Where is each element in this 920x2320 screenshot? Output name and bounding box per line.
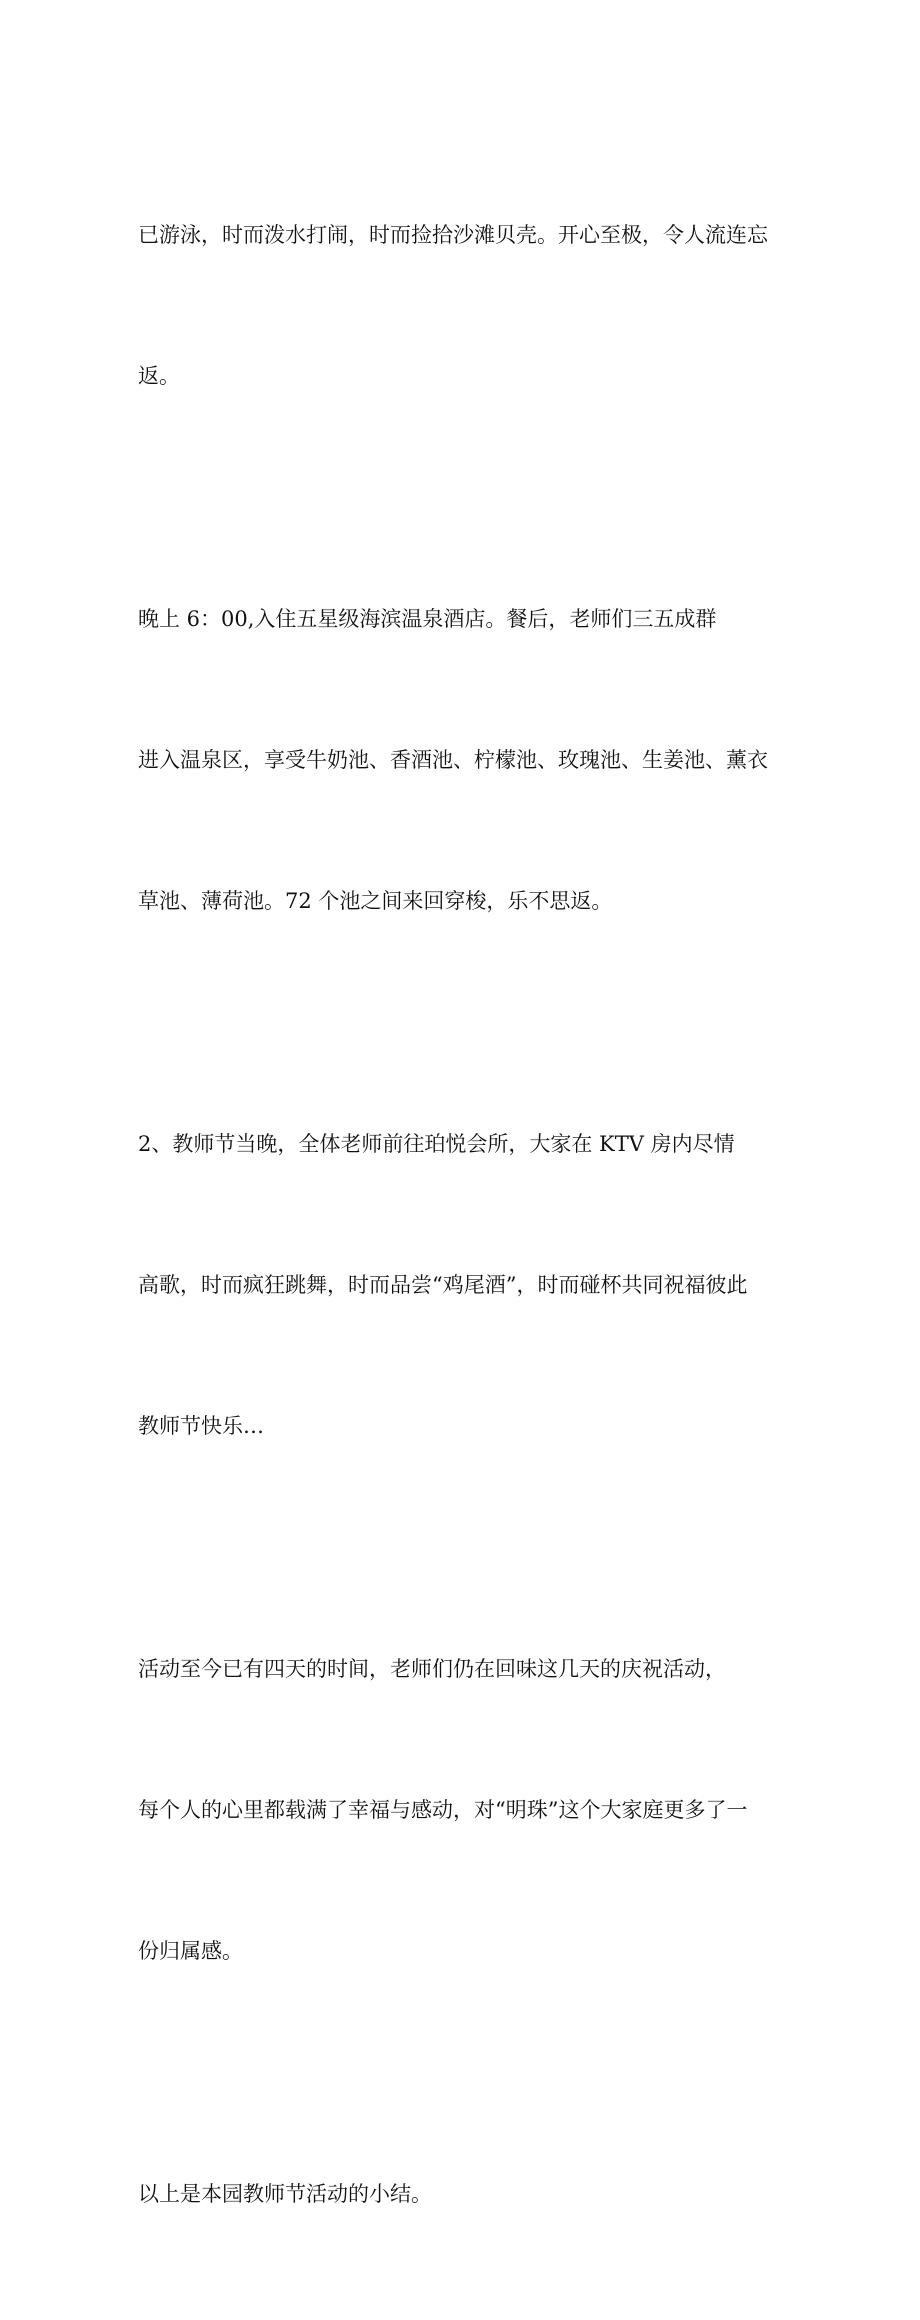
text-line: 晚上 6：00,入住五星级海滨温泉酒店。餐后，老师们三五成群 <box>138 607 717 631</box>
paragraph-reflection <box>138 1552 798 2069</box>
text-line: 活动至今已有四天的时间，老师们仍在回味这几天的庆祝活动， <box>138 1657 726 1681</box>
paragraph-teachers-day-evening <box>138 1027 798 1544</box>
text-line: 以上是本园教师节活动的小结。 <box>138 2182 432 2206</box>
text-line: 返。 <box>138 364 180 388</box>
text-line: 已游泳，时而泼水打闹，时而捡拾沙滩贝壳。开心至极，令人流连忘 <box>138 223 768 247</box>
text-line: 2、教师节当晚，全体老师前往珀悦会所，大家在 KTV 房内尽情 <box>138 1132 735 1156</box>
text-line: 进入温泉区，享受牛奶池、香酒池、柠檬池、玫瑰池、生姜池、薰衣 <box>138 748 768 772</box>
text-line: 份归属感。 <box>138 1939 243 1963</box>
document-body <box>138 118 798 2320</box>
text-line: 教师节快乐… <box>138 1414 264 1438</box>
text-line: 草池、薄荷池。72 个池之间来回穿梭，乐不思返。 <box>138 889 613 913</box>
paragraph-summary <box>138 2077 798 2312</box>
text-line: 每个人的心里都载满了幸福与感动，对“明珠”这个大家庭更多了一 <box>138 1798 748 1822</box>
paragraph-hot-spring <box>138 502 798 1019</box>
text-line: 高歌，时而疯狂跳舞，时而品尝“鸡尾酒”，时而碰杯共同祝福彼此 <box>138 1273 748 1297</box>
paragraph-swimming-ending <box>138 118 798 494</box>
